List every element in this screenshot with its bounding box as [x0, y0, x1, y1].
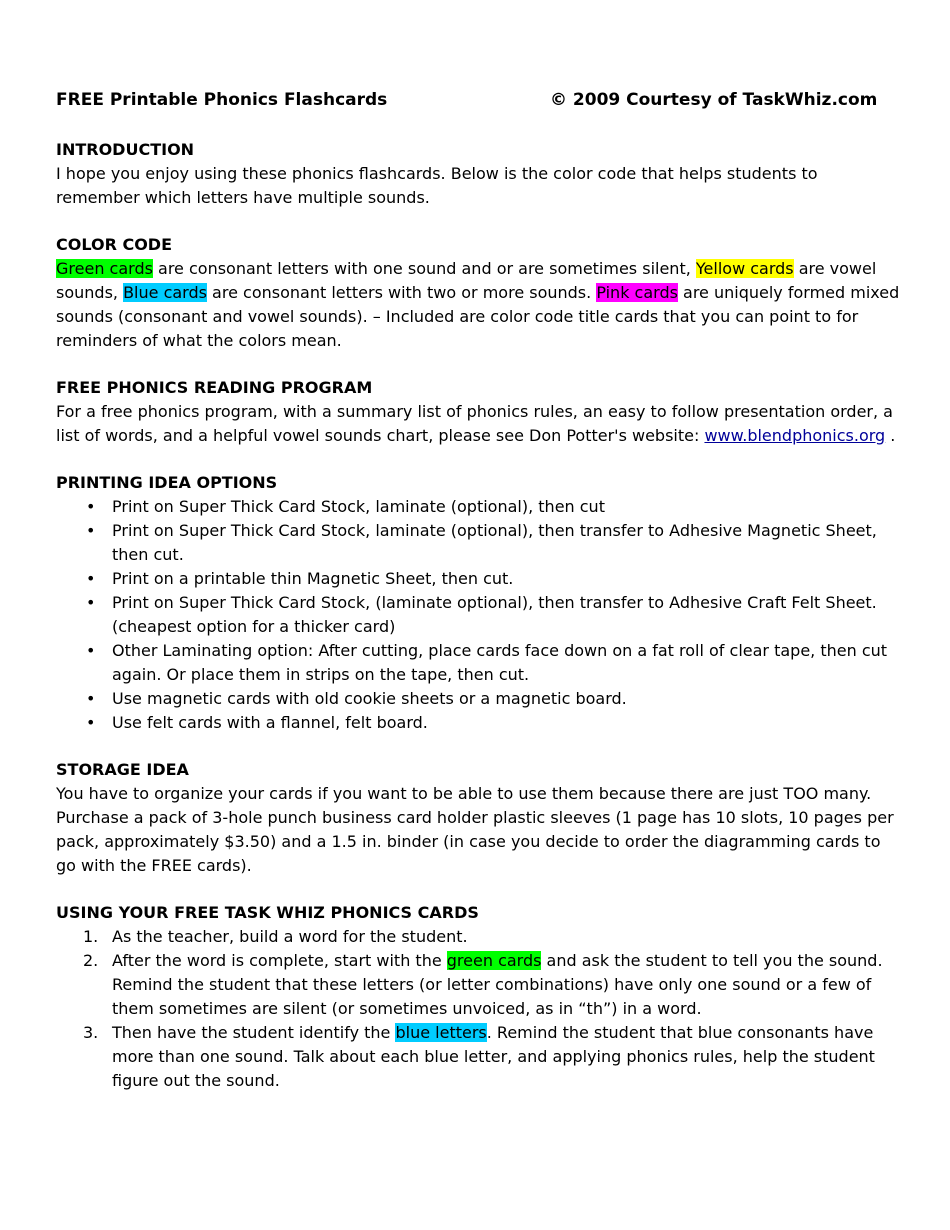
list-item [56, 567, 901, 591]
step-text: and ask the student to tell you the sound. Remind the student that these letters (or letter combinations) have only one sound or a few of them sometimes are silent (or sometimes unvoiced, as in “th”) in a word. [112, 951, 883, 1018]
list-item [56, 495, 901, 519]
pink-cards-highlight: Pink cards [596, 283, 678, 302]
green-cards-highlight: green cards [446, 951, 542, 970]
step-text: As the teacher, build a word for the student. [112, 927, 468, 946]
document-page [56, 88, 901, 1116]
document-header [56, 88, 901, 114]
bullet-icon: • [86, 569, 96, 588]
reading-program-text [56, 400, 901, 448]
using-cards-heading: USING YOUR FREE TASK WHIZ PHONICS CARDS [56, 903, 479, 922]
bullet-icon: • [86, 497, 96, 516]
introduction-heading: INTRODUCTION [56, 140, 195, 159]
list-item [56, 519, 901, 567]
storage-heading: STORAGE IDEA [56, 760, 189, 779]
using-cards-section [56, 901, 901, 1093]
printing-heading: PRINTING IDEA OPTIONS [56, 473, 278, 492]
reading-program-heading: FREE PHONICS READING PROGRAM [56, 378, 373, 397]
list-item-text: Other Laminating option: After cutting, place cards face down on a fat roll of clear tape, then cut again. Or place them in strips on the tape, then cut. [112, 641, 888, 684]
color-code-section [56, 233, 901, 353]
step-number: 1. [83, 927, 99, 946]
list-item [56, 711, 901, 735]
step-item [56, 925, 901, 949]
list-item [56, 639, 901, 687]
printing-section [56, 471, 901, 735]
bullet-icon: • [86, 689, 96, 708]
list-item-text: Print on Super Thick Card Stock, laminate (optional), then transfer to Adhesive Magnetic Sheet, then cut. [112, 521, 877, 564]
color-code-text-2: are vowel sounds, [56, 259, 877, 302]
copyright-notice: © 2009 Courtesy of TaskWhiz.com [550, 90, 878, 110]
step-number: 3. [83, 1023, 99, 1042]
step-number: 2. [83, 951, 99, 970]
step-item [56, 949, 901, 1021]
color-code-text-1: are consonant letters with one sound and or are sometimes silent, [152, 259, 696, 278]
step-item [56, 1021, 901, 1093]
color-code-text [56, 257, 901, 353]
step-text: After the word is complete, start with the [112, 951, 447, 970]
introduction-text: I hope you enjoy using these phonics flashcards. Below is the color code that helps students to remember which letters have multiple sounds. [56, 164, 818, 207]
step-text: Then have the student identify the [112, 1023, 396, 1042]
list-item-text: Print on Super Thick Card Stock, laminate (optional), then cut [112, 497, 605, 516]
reading-program-body: For a free phonics program, with a summary list of phonics rules, an easy to follow presentation order, a list of words, and a helpful vowel sounds chart, please see Don Potter's website: [56, 402, 893, 445]
printing-options-list [56, 495, 901, 735]
reading-program-section [56, 376, 901, 448]
bullet-icon: • [86, 521, 96, 540]
list-item-text: Print on Super Thick Card Stock, (laminate optional), then transfer to Adhesive Craft Felt Sheet. (cheapest option for a thicker card) [112, 593, 877, 636]
list-item [56, 687, 901, 711]
blendphonics-link[interactable]: www.blendphonics.org [704, 426, 886, 445]
yellow-cards-highlight: Yellow cards [695, 259, 794, 278]
color-code-heading: COLOR CODE [56, 235, 173, 254]
step-text: . Remind the student that blue consonants have more than one sound. Talk about each blue letter, and applying phonics rules, help the student figure out the sound. [112, 1023, 875, 1090]
storage-text: You have to organize your cards if you want to be able to use them because there are just TOO many. Purchase a pack of 3-hole punch business card holder plastic sleeves (1 page has 10 slots, 10 pages per pack, approximately $3.50) and a 1.5 in. binder (in case you decide to order the diagramming cards to go with the FREE cards). [56, 784, 894, 875]
green-cards-highlight: Green cards [56, 259, 153, 278]
bullet-icon: • [86, 641, 96, 660]
color-code-text-3: are consonant letters with two or more sounds. [206, 283, 597, 302]
bullet-icon: • [86, 593, 96, 612]
introduction-section [56, 138, 901, 210]
list-item-text: Use felt cards with a flannel, felt board. [112, 713, 428, 732]
color-code-text-4: are uniquely formed mixed sounds (consonant and vowel sounds). – Included are color code title cards that you can point to for reminders of what the colors mean. [56, 283, 900, 350]
blue-cards-highlight: Blue cards [123, 283, 207, 302]
reading-program-trailing: . [885, 426, 896, 445]
storage-section [56, 758, 901, 878]
list-item-text: Use magnetic cards with old cookie sheets or a magnetic board. [112, 689, 627, 708]
bullet-icon: • [86, 713, 96, 732]
document-title: FREE Printable Phonics Flashcards [56, 90, 388, 110]
blue-letters-highlight: blue letters [395, 1023, 487, 1042]
list-item [56, 591, 901, 639]
list-item-text: Print on a printable thin Magnetic Sheet, then cut. [112, 569, 514, 588]
using-cards-steps [56, 925, 901, 1093]
